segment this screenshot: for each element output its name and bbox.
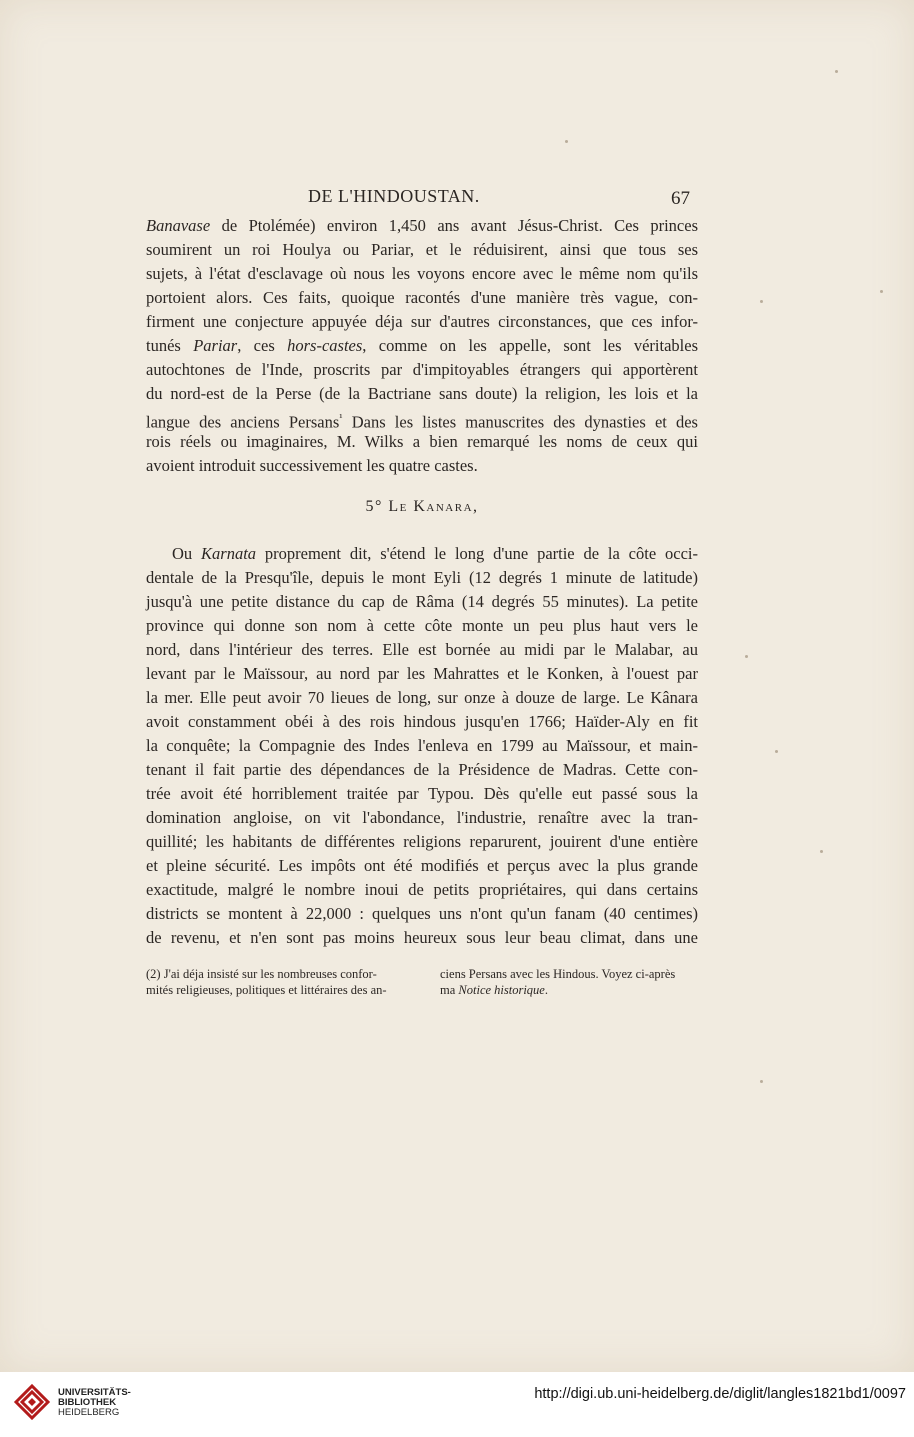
logo-text bbox=[58, 1388, 131, 1418]
text-line: portoient alors. Ces faits, quoique racontés d'une manière très vague, con- bbox=[146, 288, 698, 307]
text-line bbox=[146, 334, 698, 358]
footnote-column-right bbox=[440, 966, 698, 998]
italic-term: Karnata bbox=[201, 544, 257, 563]
text-line: quillité; les habitants de différentes religions reparurent, jouirent d'une entière bbox=[146, 832, 698, 851]
footnote-line bbox=[440, 982, 698, 998]
footnote-column-left bbox=[146, 966, 404, 998]
text-line: nord, dans l'intérieur des terres. Elle est bornée au midi par le Malabar, au bbox=[146, 640, 698, 659]
section-heading: 5° Le Kanara, bbox=[365, 498, 479, 515]
text-line: jusqu'à une petite distance du cap de Râma (14 degrés 55 minutes). La petite bbox=[146, 592, 698, 611]
text-line: districts se montent à 22,000 : quelques uns n'ont qu'un fanam (40 centimes) bbox=[146, 904, 698, 923]
text-line: rois réels ou imaginaires, M. Wilks a bien remarqué les noms de ceux qui bbox=[146, 432, 698, 451]
paper-speck bbox=[835, 70, 838, 73]
text-line: trée avoit été horriblement traitée par Typou. Dès qu'elle eut passé sous la bbox=[146, 784, 698, 803]
text-line: domination angloise, on vit l'abondance, l'industrie, renaître avec la tran- bbox=[146, 808, 698, 827]
text-line: dentale de la Presqu'île, depuis le mont Eyli (12 degrés 1 minute de latitude) bbox=[146, 568, 698, 587]
line-text: de Ptolémée) environ 1,450 ans avant Jésus-Christ. Ces princes bbox=[210, 216, 698, 235]
line-text: tunés bbox=[146, 336, 194, 355]
paper-speck bbox=[820, 850, 823, 853]
paper-speck bbox=[775, 750, 778, 753]
line-text: . bbox=[544, 983, 548, 997]
italic-term: Banavase bbox=[146, 216, 211, 235]
text-line: sujets, à l'état d'esclavage où nous les voyons encore avec le même nom qu'ils bbox=[146, 264, 698, 283]
footnote-line: (2) J'ai déja insisté sur les nombreuses confor- bbox=[146, 967, 377, 981]
line-text: , ces bbox=[237, 336, 288, 355]
text-line: avoit constamment obéi à des rois hindous jusqu'en 1766; Haïder-Aly en fit bbox=[146, 712, 698, 731]
text-line bbox=[146, 406, 698, 430]
paper-speck bbox=[745, 655, 748, 658]
text-line: et pleine sécurité. Les impôts ont été modifiés et perçus avec la plus grande bbox=[146, 856, 698, 875]
logo-line: UNIVERSITÄTS- bbox=[58, 1387, 131, 1398]
text-line: autochtones de l'Inde, proscrits par d'impitoyables étrangers qui apportèrent bbox=[146, 360, 698, 379]
university-library-logo bbox=[12, 1382, 52, 1422]
line-text: , comme on les appelle, sont les véritables bbox=[362, 336, 698, 355]
text-line: province qui donne son nom à cette côte monte un peu plus haut vers le bbox=[146, 616, 698, 635]
source-url-link[interactable]: http://digi.ub.uni-heidelberg.de/diglit/langles1821bd1/0097 bbox=[534, 1386, 906, 1402]
text-line: la conquête; la Compagnie des Indes l'enleva en 1799 au Maïssour, et main- bbox=[146, 736, 698, 755]
text-line: la mer. Elle peut avoir 70 lieues de long, sur onze à douze de large. Le Kânara bbox=[146, 688, 698, 707]
text-line: soumirent un roi Houlya ou Pariar, et le réduisirent, ainsi que tous ses bbox=[146, 240, 698, 259]
text-line: tenant il fait partie des dépendances de la Présidence de Madras. Cette con- bbox=[146, 760, 698, 779]
paper-speck bbox=[880, 290, 883, 293]
text-line: firment une conjecture appuyée déja sur d'autres circonstances, que ces infor- bbox=[146, 312, 698, 331]
italic-term: Pariar bbox=[193, 336, 238, 355]
running-title: DE L'HINDOUSTAN. bbox=[308, 186, 480, 206]
footnote-reference: ¹ bbox=[339, 412, 343, 424]
paper-speck bbox=[760, 1080, 763, 1083]
page-header bbox=[146, 186, 696, 212]
footnotes bbox=[146, 966, 698, 1006]
text-line bbox=[146, 214, 698, 238]
text-line: avoient introduit successivement les quatre castes. bbox=[146, 456, 478, 475]
line-text: proprement dit, s'étend le long d'une partie de la côte occi- bbox=[256, 544, 698, 563]
line-text: Ou bbox=[172, 544, 202, 563]
text-line: levant par le Maïssour, au nord par les Mahrattes et le Konken, à l'ouest par bbox=[146, 664, 698, 683]
logo-line: BIBLIOTHEK bbox=[58, 1397, 117, 1408]
text-line bbox=[146, 542, 698, 566]
paragraph-1 bbox=[146, 214, 698, 478]
page-number: 67 bbox=[671, 188, 690, 209]
paragraph-2 bbox=[146, 542, 698, 950]
text-line: de revenu, et n'en sont pas moins heureux sous leur beau climat, dans une bbox=[146, 928, 698, 947]
line-text: langue des anciens Persans bbox=[146, 412, 340, 432]
paper-speck bbox=[565, 140, 568, 143]
italic-term: hors-castes bbox=[287, 336, 363, 355]
footnote-line: mités religieuses, politiques et littéraires des an- bbox=[146, 983, 387, 997]
line-text: ma bbox=[440, 983, 459, 997]
text-line: du nord-est de la Perse (de la Bactriane sans doute) la religion, les lois et la bbox=[146, 384, 698, 403]
text-line: exactitude, malgré le nombre inoui de petits propriétaires, qui dans certains bbox=[146, 880, 698, 899]
italic-term: Notice historique bbox=[458, 983, 545, 997]
footnote-line: ciens Persans avec les Hindous. Voyez ci-après bbox=[440, 967, 676, 981]
paper-speck bbox=[760, 300, 763, 303]
library-footer bbox=[0, 1372, 914, 1437]
line-text: Dans les listes manuscrites des dynasties et des bbox=[342, 412, 698, 432]
logo-line: HEIDELBERG bbox=[58, 1407, 120, 1418]
